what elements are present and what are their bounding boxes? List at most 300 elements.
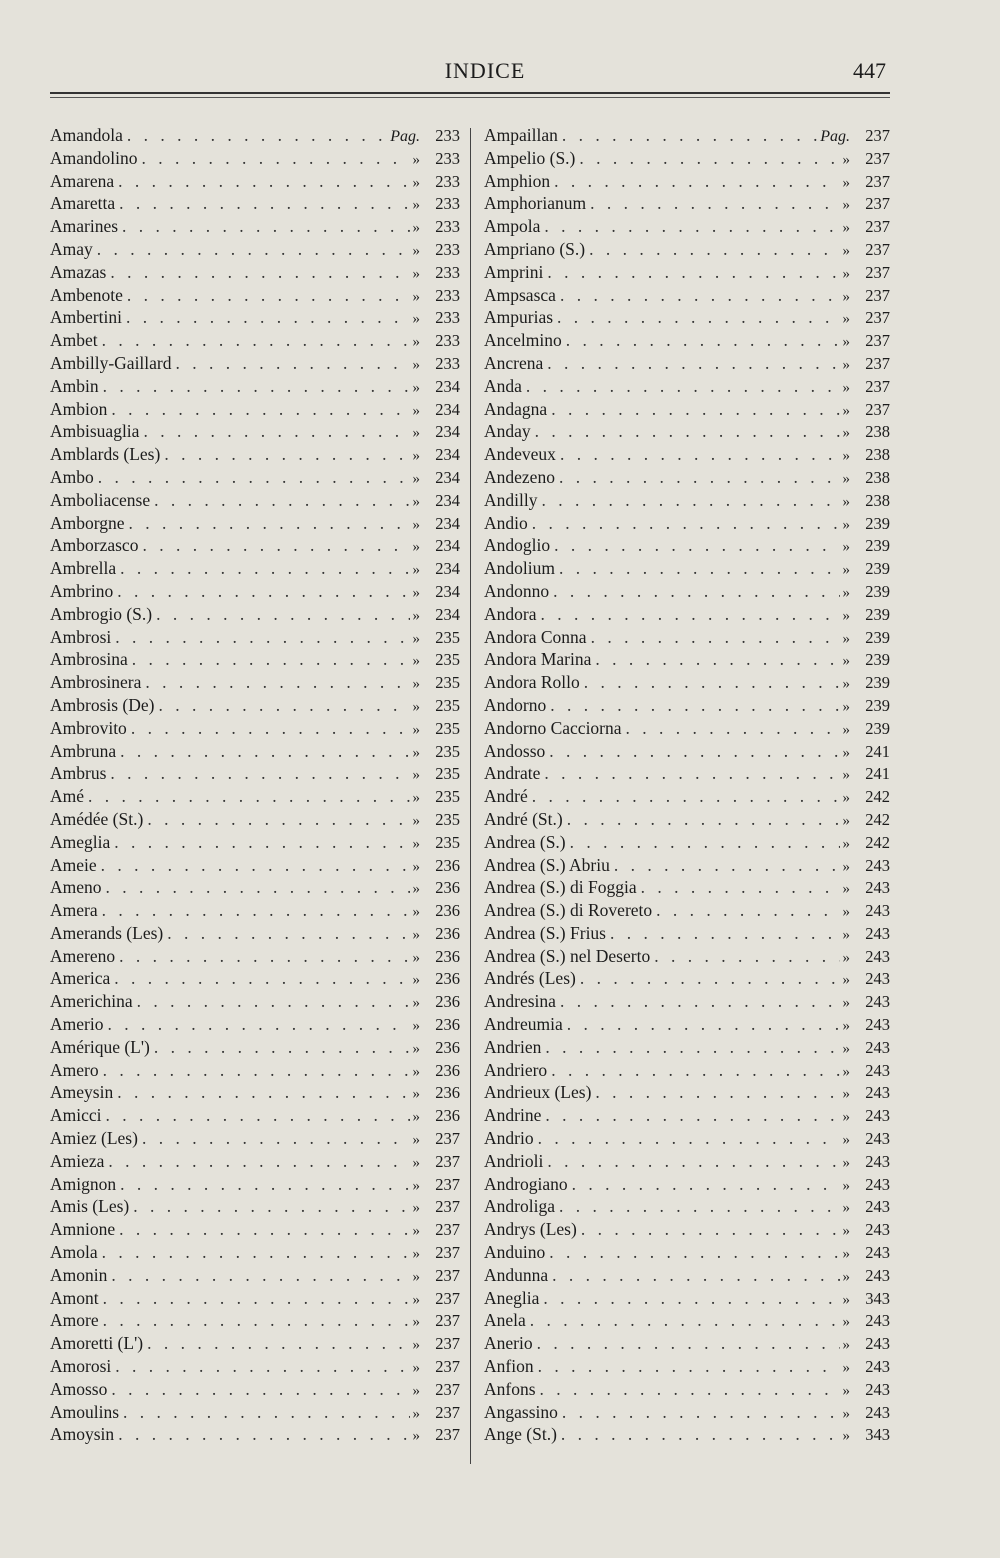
leader-dots bbox=[554, 170, 839, 193]
page-reference-marker: » bbox=[842, 1063, 850, 1080]
index-entry bbox=[50, 420, 460, 443]
entry-page-number: 235 bbox=[435, 695, 460, 715]
entry-name: Andolium bbox=[484, 558, 555, 579]
index-entry bbox=[484, 694, 890, 717]
index-entry bbox=[50, 1104, 460, 1127]
page-reference-marker: » bbox=[412, 767, 420, 784]
entry-name: Andio bbox=[484, 512, 528, 533]
page-reference-marker: » bbox=[842, 1177, 850, 1194]
leader-dots bbox=[562, 1401, 840, 1424]
left-column bbox=[50, 124, 460, 1446]
page-reference-marker: » bbox=[412, 1360, 420, 1377]
leader-dots bbox=[614, 854, 840, 877]
entry-name: Andresina bbox=[484, 991, 556, 1012]
entry-page-number: 237 bbox=[435, 1174, 460, 1194]
entry-page-number: 238 bbox=[865, 445, 890, 465]
leader-dots bbox=[101, 854, 410, 877]
entry-name: Andora Conna bbox=[484, 626, 587, 647]
page-reference-marker: » bbox=[412, 584, 420, 601]
leader-dots bbox=[626, 717, 840, 740]
index-entry bbox=[50, 1081, 460, 1104]
leader-dots bbox=[110, 762, 409, 785]
entry-name: Amarena bbox=[50, 170, 115, 191]
entry-name: Ambilly-Gaillard bbox=[50, 352, 172, 373]
index-entry bbox=[484, 1195, 890, 1218]
index-entry bbox=[50, 534, 460, 557]
entry-page-number: 233 bbox=[435, 331, 460, 351]
entry-page-number: 234 bbox=[435, 422, 460, 442]
leader-dots bbox=[132, 648, 410, 671]
page-reference-marker: » bbox=[842, 744, 850, 761]
leader-dots bbox=[131, 717, 410, 740]
index-entry bbox=[50, 1287, 460, 1310]
leader-dots bbox=[589, 238, 839, 261]
entry-name: Ambrosinera bbox=[50, 672, 142, 693]
entry-name: Amoulins bbox=[50, 1401, 120, 1422]
index-entry bbox=[50, 512, 460, 535]
entry-name: Amblards (Les) bbox=[50, 444, 161, 465]
entry-page-number: 237 bbox=[865, 194, 890, 214]
index-entry bbox=[50, 489, 460, 512]
page-reference-marker: » bbox=[842, 630, 850, 647]
leader-dots bbox=[114, 967, 409, 990]
page-reference-marker: » bbox=[412, 356, 420, 373]
page-reference-marker: » bbox=[412, 858, 420, 875]
page-reference-marker: » bbox=[412, 151, 420, 168]
leader-dots bbox=[553, 580, 839, 603]
leader-dots bbox=[118, 170, 409, 193]
page-reference-marker: » bbox=[842, 356, 850, 373]
page-reference-marker: » bbox=[412, 562, 420, 579]
entry-name: Anduino bbox=[484, 1242, 546, 1263]
leader-dots bbox=[154, 1036, 410, 1059]
entry-name: Amoysin bbox=[50, 1424, 115, 1445]
leader-dots bbox=[114, 831, 409, 854]
entry-name: Ampsasca bbox=[484, 284, 556, 305]
index-entry bbox=[484, 603, 890, 626]
entry-name: Ambin bbox=[50, 375, 99, 396]
entry-name: Andrea (S.) Abriu bbox=[484, 854, 610, 875]
page-reference-marker: » bbox=[842, 767, 850, 784]
leader-dots bbox=[559, 466, 840, 489]
entry-page-number: 343 bbox=[865, 1288, 890, 1308]
index-entry bbox=[50, 306, 460, 329]
leader-dots bbox=[581, 1218, 840, 1241]
index-entry bbox=[50, 1241, 460, 1264]
entry-name: Ambrella bbox=[50, 558, 117, 579]
index-entry bbox=[484, 1401, 890, 1424]
leader-dots bbox=[117, 1081, 409, 1104]
index-entry bbox=[50, 261, 460, 284]
page-reference-marker: » bbox=[842, 151, 850, 168]
leader-dots bbox=[560, 284, 840, 307]
leader-dots bbox=[167, 922, 409, 945]
leader-dots bbox=[110, 261, 409, 284]
entry-name: Ange (St.) bbox=[484, 1424, 557, 1445]
index-entry bbox=[484, 580, 890, 603]
index-entry bbox=[484, 512, 890, 535]
entry-name: Aneglia bbox=[484, 1287, 540, 1308]
entry-name: Ampaillan bbox=[484, 125, 558, 145]
leader-dots bbox=[137, 990, 410, 1013]
entry-page-number: 239 bbox=[865, 627, 890, 647]
entry-page-number: 239 bbox=[865, 581, 890, 601]
page-reference-marker: » bbox=[412, 242, 420, 259]
index-entry bbox=[50, 740, 460, 763]
entry-page-number: 243 bbox=[865, 1220, 890, 1240]
entry-name: Anfion bbox=[484, 1356, 534, 1377]
index-entry bbox=[50, 945, 460, 968]
leader-dots bbox=[176, 352, 410, 375]
entry-name: Amerands (Les) bbox=[50, 922, 164, 943]
entry-page-number: 238 bbox=[865, 490, 890, 510]
entry-name: Amboliacense bbox=[50, 489, 151, 510]
index-entry bbox=[50, 808, 460, 831]
entry-name: Amaretta bbox=[50, 193, 116, 214]
index-entry bbox=[50, 990, 460, 1013]
entry-page-number: 243 bbox=[865, 1106, 890, 1126]
page-reference-marker: » bbox=[412, 812, 420, 829]
leader-dots bbox=[584, 671, 840, 694]
index-entry bbox=[484, 306, 890, 329]
entry-page-number: 237 bbox=[435, 1197, 460, 1217]
entry-page-number: 237 bbox=[865, 285, 890, 305]
index-entry bbox=[50, 398, 460, 421]
entry-name: Ambet bbox=[50, 330, 98, 351]
index-entry bbox=[484, 626, 890, 649]
leader-dots bbox=[595, 648, 839, 671]
entry-page-number: 243 bbox=[865, 1334, 890, 1354]
entry-name: Ambrovito bbox=[50, 717, 127, 738]
entry-page-number: 234 bbox=[435, 581, 460, 601]
entry-name: Andrio bbox=[484, 1128, 534, 1149]
entry-page-number: 237 bbox=[865, 262, 890, 282]
leader-dots bbox=[142, 1127, 410, 1150]
index-entry bbox=[50, 466, 460, 489]
page-reference-marker: » bbox=[842, 1360, 850, 1377]
index-entry bbox=[484, 1127, 890, 1150]
entry-name: Amosso bbox=[50, 1378, 108, 1399]
index-entry bbox=[484, 671, 890, 694]
leader-dots bbox=[156, 603, 409, 626]
index-entry bbox=[484, 238, 890, 261]
page-reference-marker: Pag. bbox=[820, 128, 850, 145]
index-entry bbox=[50, 1173, 460, 1196]
page-number: 447 bbox=[853, 58, 886, 83]
index-entry bbox=[484, 717, 890, 740]
header-rule bbox=[50, 92, 890, 94]
index-entry bbox=[484, 284, 890, 307]
entry-page-number: 239 bbox=[865, 536, 890, 556]
index-entry bbox=[484, 808, 890, 831]
leader-dots bbox=[143, 420, 409, 443]
leader-dots bbox=[579, 147, 839, 170]
leader-dots bbox=[127, 284, 410, 307]
page-reference-marker: » bbox=[842, 334, 850, 351]
entry-name: Amont bbox=[50, 1287, 99, 1308]
page-reference-marker: » bbox=[842, 584, 850, 601]
page-reference-marker: » bbox=[412, 1063, 420, 1080]
page-reference-marker: » bbox=[842, 220, 850, 237]
leader-dots bbox=[159, 694, 410, 717]
entry-page-number: 236 bbox=[435, 992, 460, 1012]
entry-page-number: 243 bbox=[865, 855, 890, 875]
index-entry bbox=[484, 762, 890, 785]
page-reference-marker: » bbox=[842, 1086, 850, 1103]
entry-name: Andorno Cacciorna bbox=[484, 717, 622, 738]
entry-name: Ameie bbox=[50, 854, 97, 875]
entry-page-number: 236 bbox=[435, 1015, 460, 1035]
leader-dots bbox=[147, 1332, 409, 1355]
entry-page-number: 235 bbox=[435, 718, 460, 738]
page-reference-marker: » bbox=[842, 1382, 850, 1399]
leader-dots bbox=[654, 945, 839, 968]
entry-name: Anfons bbox=[484, 1378, 536, 1399]
entry-page-number: 235 bbox=[435, 627, 460, 647]
page-reference-marker: » bbox=[412, 311, 420, 328]
page-reference-marker: » bbox=[842, 265, 850, 282]
entry-name: Anerio bbox=[484, 1333, 533, 1354]
leader-dots bbox=[103, 1309, 410, 1332]
entry-name: Andrieux (Les) bbox=[484, 1082, 592, 1103]
index-entry bbox=[484, 1241, 890, 1264]
page-reference-marker: » bbox=[412, 265, 420, 282]
leader-dots bbox=[535, 420, 840, 443]
page-reference-marker: » bbox=[412, 288, 420, 305]
leader-dots bbox=[541, 489, 839, 512]
entry-page-number: 243 bbox=[865, 1265, 890, 1285]
entry-name: Amandola bbox=[50, 125, 123, 145]
page-reference-marker: » bbox=[412, 1382, 420, 1399]
index-entry bbox=[50, 1401, 460, 1424]
entry-name: Andezeno bbox=[484, 466, 555, 487]
leader-dots bbox=[102, 899, 410, 922]
entry-page-number: 238 bbox=[865, 467, 890, 487]
entry-name: Amérique (L') bbox=[50, 1036, 150, 1057]
entry-page-number: 233 bbox=[435, 262, 460, 282]
entry-name: Ambisuaglia bbox=[50, 421, 140, 442]
entry-name: Amera bbox=[50, 900, 98, 921]
page-reference-marker: » bbox=[842, 676, 850, 693]
index-entry bbox=[50, 375, 460, 398]
page-reference-marker: » bbox=[412, 379, 420, 396]
index-entry bbox=[50, 1423, 460, 1446]
index-entry bbox=[50, 694, 460, 717]
entry-name: Ambion bbox=[50, 398, 108, 419]
index-entry bbox=[50, 284, 460, 307]
leader-dots bbox=[561, 1423, 840, 1446]
entry-name: Andora Rollo bbox=[484, 672, 580, 693]
leader-dots bbox=[547, 261, 839, 284]
index-entry bbox=[484, 1218, 890, 1241]
entry-name: Ameno bbox=[50, 877, 102, 898]
leader-dots bbox=[595, 1081, 839, 1104]
page-reference-marker: » bbox=[842, 721, 850, 738]
index-entry bbox=[484, 1081, 890, 1104]
entry-page-number: 236 bbox=[435, 855, 460, 875]
page-reference-marker: » bbox=[842, 516, 850, 533]
entry-page-number: 233 bbox=[435, 194, 460, 214]
leader-dots bbox=[547, 1150, 839, 1173]
entry-name: Americhina bbox=[50, 991, 133, 1012]
index-entry bbox=[484, 192, 890, 215]
leader-dots bbox=[550, 694, 839, 717]
entry-name: Amicci bbox=[50, 1105, 102, 1126]
entry-name: Amborgne bbox=[50, 512, 125, 533]
entry-page-number: 237 bbox=[865, 217, 890, 237]
leader-dots bbox=[102, 329, 410, 352]
entry-page-number: 236 bbox=[435, 1037, 460, 1057]
leader-dots bbox=[117, 580, 409, 603]
entry-page-number: 237 bbox=[435, 1357, 460, 1377]
entry-page-number: 239 bbox=[865, 604, 890, 624]
page-reference-marker: » bbox=[842, 995, 850, 1012]
index-entry bbox=[484, 1378, 890, 1401]
index-entry bbox=[50, 147, 460, 170]
leader-dots bbox=[526, 375, 840, 398]
leader-dots bbox=[572, 1173, 840, 1196]
entry-page-number: 243 bbox=[865, 1060, 890, 1080]
leader-dots bbox=[98, 466, 410, 489]
entry-page-number: 237 bbox=[435, 1220, 460, 1240]
index-entry bbox=[50, 876, 460, 899]
entry-name: Amphion bbox=[484, 170, 551, 191]
leader-dots bbox=[540, 603, 839, 626]
entry-page-number: 243 bbox=[865, 1402, 890, 1422]
leader-dots bbox=[111, 398, 409, 421]
leader-dots bbox=[115, 1355, 409, 1378]
entry-page-number: 239 bbox=[865, 673, 890, 693]
leader-dots bbox=[107, 1013, 409, 1036]
index-entry bbox=[50, 557, 460, 580]
leader-dots bbox=[120, 740, 409, 763]
entry-page-number: 236 bbox=[435, 901, 460, 921]
entry-page-number: 243 bbox=[865, 878, 890, 898]
index-entry bbox=[484, 170, 890, 193]
leader-dots bbox=[119, 1218, 409, 1241]
leader-dots bbox=[115, 626, 409, 649]
entry-name: Amignon bbox=[50, 1173, 117, 1194]
leader-dots bbox=[656, 899, 839, 922]
entry-page-number: 233 bbox=[435, 239, 460, 259]
page-reference-marker: » bbox=[842, 425, 850, 442]
entry-page-number: 237 bbox=[865, 148, 890, 168]
index-entry bbox=[50, 215, 460, 238]
entry-name: Andonno bbox=[484, 580, 550, 601]
leader-dots bbox=[532, 512, 840, 535]
index-entry bbox=[50, 603, 460, 626]
entry-page-number: 237 bbox=[865, 239, 890, 259]
entry-page-number: 243 bbox=[865, 1083, 890, 1103]
entry-page-number: 234 bbox=[435, 559, 460, 579]
leader-dots bbox=[142, 147, 410, 170]
page-reference-marker: » bbox=[412, 1132, 420, 1149]
page-reference-marker: » bbox=[412, 334, 420, 351]
entry-page-number: 243 bbox=[865, 1151, 890, 1171]
leader-dots bbox=[557, 306, 839, 329]
index-entry bbox=[484, 420, 890, 443]
entry-name: Andrea (S.) di Rovereto bbox=[484, 900, 653, 921]
index-entry bbox=[50, 1355, 460, 1378]
leader-dots bbox=[133, 1195, 409, 1218]
index-entry bbox=[484, 945, 890, 968]
entry-page-number: 236 bbox=[435, 1083, 460, 1103]
page-reference-marker: » bbox=[842, 835, 850, 852]
page-reference-marker: » bbox=[842, 1154, 850, 1171]
entry-page-number: 235 bbox=[435, 764, 460, 784]
entry-page-number: 243 bbox=[865, 946, 890, 966]
page-reference-marker: » bbox=[412, 904, 420, 921]
page-reference-marker: » bbox=[842, 698, 850, 715]
index-entry bbox=[50, 580, 460, 603]
leader-dots bbox=[103, 1287, 410, 1310]
entry-name: Amarines bbox=[50, 216, 119, 237]
page-reference-marker: » bbox=[842, 607, 850, 624]
page-reference-marker: » bbox=[842, 402, 850, 419]
entry-name: Andrate bbox=[484, 763, 541, 784]
index-entry bbox=[50, 831, 460, 854]
entry-page-number: 233 bbox=[435, 308, 460, 328]
page-reference-marker: » bbox=[412, 402, 420, 419]
leader-dots bbox=[559, 557, 840, 580]
entry-page-number: 237 bbox=[435, 1129, 460, 1149]
entry-page-number: 237 bbox=[435, 1288, 460, 1308]
entry-name: Amiez (Les) bbox=[50, 1128, 138, 1149]
entry-page-number: 237 bbox=[865, 171, 890, 191]
leader-dots bbox=[111, 1264, 409, 1287]
leader-dots bbox=[532, 785, 840, 808]
entry-name: Amprini bbox=[484, 261, 544, 282]
leader-dots bbox=[102, 1241, 410, 1264]
entry-page-number: 237 bbox=[865, 376, 890, 396]
entry-name: Amédée (St.) bbox=[50, 808, 144, 829]
entry-name: Andosso bbox=[484, 740, 546, 761]
entry-name: Ambertini bbox=[50, 307, 122, 328]
index-entry bbox=[484, 1423, 890, 1446]
entry-page-number: 243 bbox=[865, 1243, 890, 1263]
index-entry bbox=[484, 534, 890, 557]
entry-page-number: 234 bbox=[435, 467, 460, 487]
leader-dots bbox=[551, 398, 839, 421]
entry-page-number: 237 bbox=[435, 1379, 460, 1399]
index-entry bbox=[484, 443, 890, 466]
entry-page-number: 242 bbox=[865, 809, 890, 829]
entry-name: Amis (Les) bbox=[50, 1196, 130, 1217]
page-reference-marker: » bbox=[412, 1109, 420, 1126]
right-column bbox=[484, 124, 890, 1446]
entry-page-number: 235 bbox=[435, 673, 460, 693]
entry-name: Andora bbox=[484, 603, 537, 624]
index-entry bbox=[484, 1287, 890, 1310]
index-entry bbox=[50, 1309, 460, 1332]
index-entry bbox=[50, 192, 460, 215]
entry-name: Ampurias bbox=[484, 307, 554, 328]
entry-name: Amphorianum bbox=[484, 193, 587, 214]
leader-dots bbox=[111, 1378, 409, 1401]
entry-name: Ambenote bbox=[50, 284, 123, 305]
page-reference-marker: » bbox=[412, 1154, 420, 1171]
entry-page-number: 234 bbox=[435, 399, 460, 419]
page-reference-marker: » bbox=[842, 1291, 850, 1308]
entry-name: Ambrino bbox=[50, 580, 114, 601]
leader-dots bbox=[566, 329, 840, 352]
page-reference-marker: » bbox=[412, 949, 420, 966]
page-reference-marker: » bbox=[842, 470, 850, 487]
entry-name: Andrea (S.) nel Deserto bbox=[484, 945, 651, 966]
leader-dots bbox=[547, 352, 839, 375]
entry-name: André (St.) bbox=[484, 808, 563, 829]
page-reference-marker: » bbox=[412, 1040, 420, 1057]
